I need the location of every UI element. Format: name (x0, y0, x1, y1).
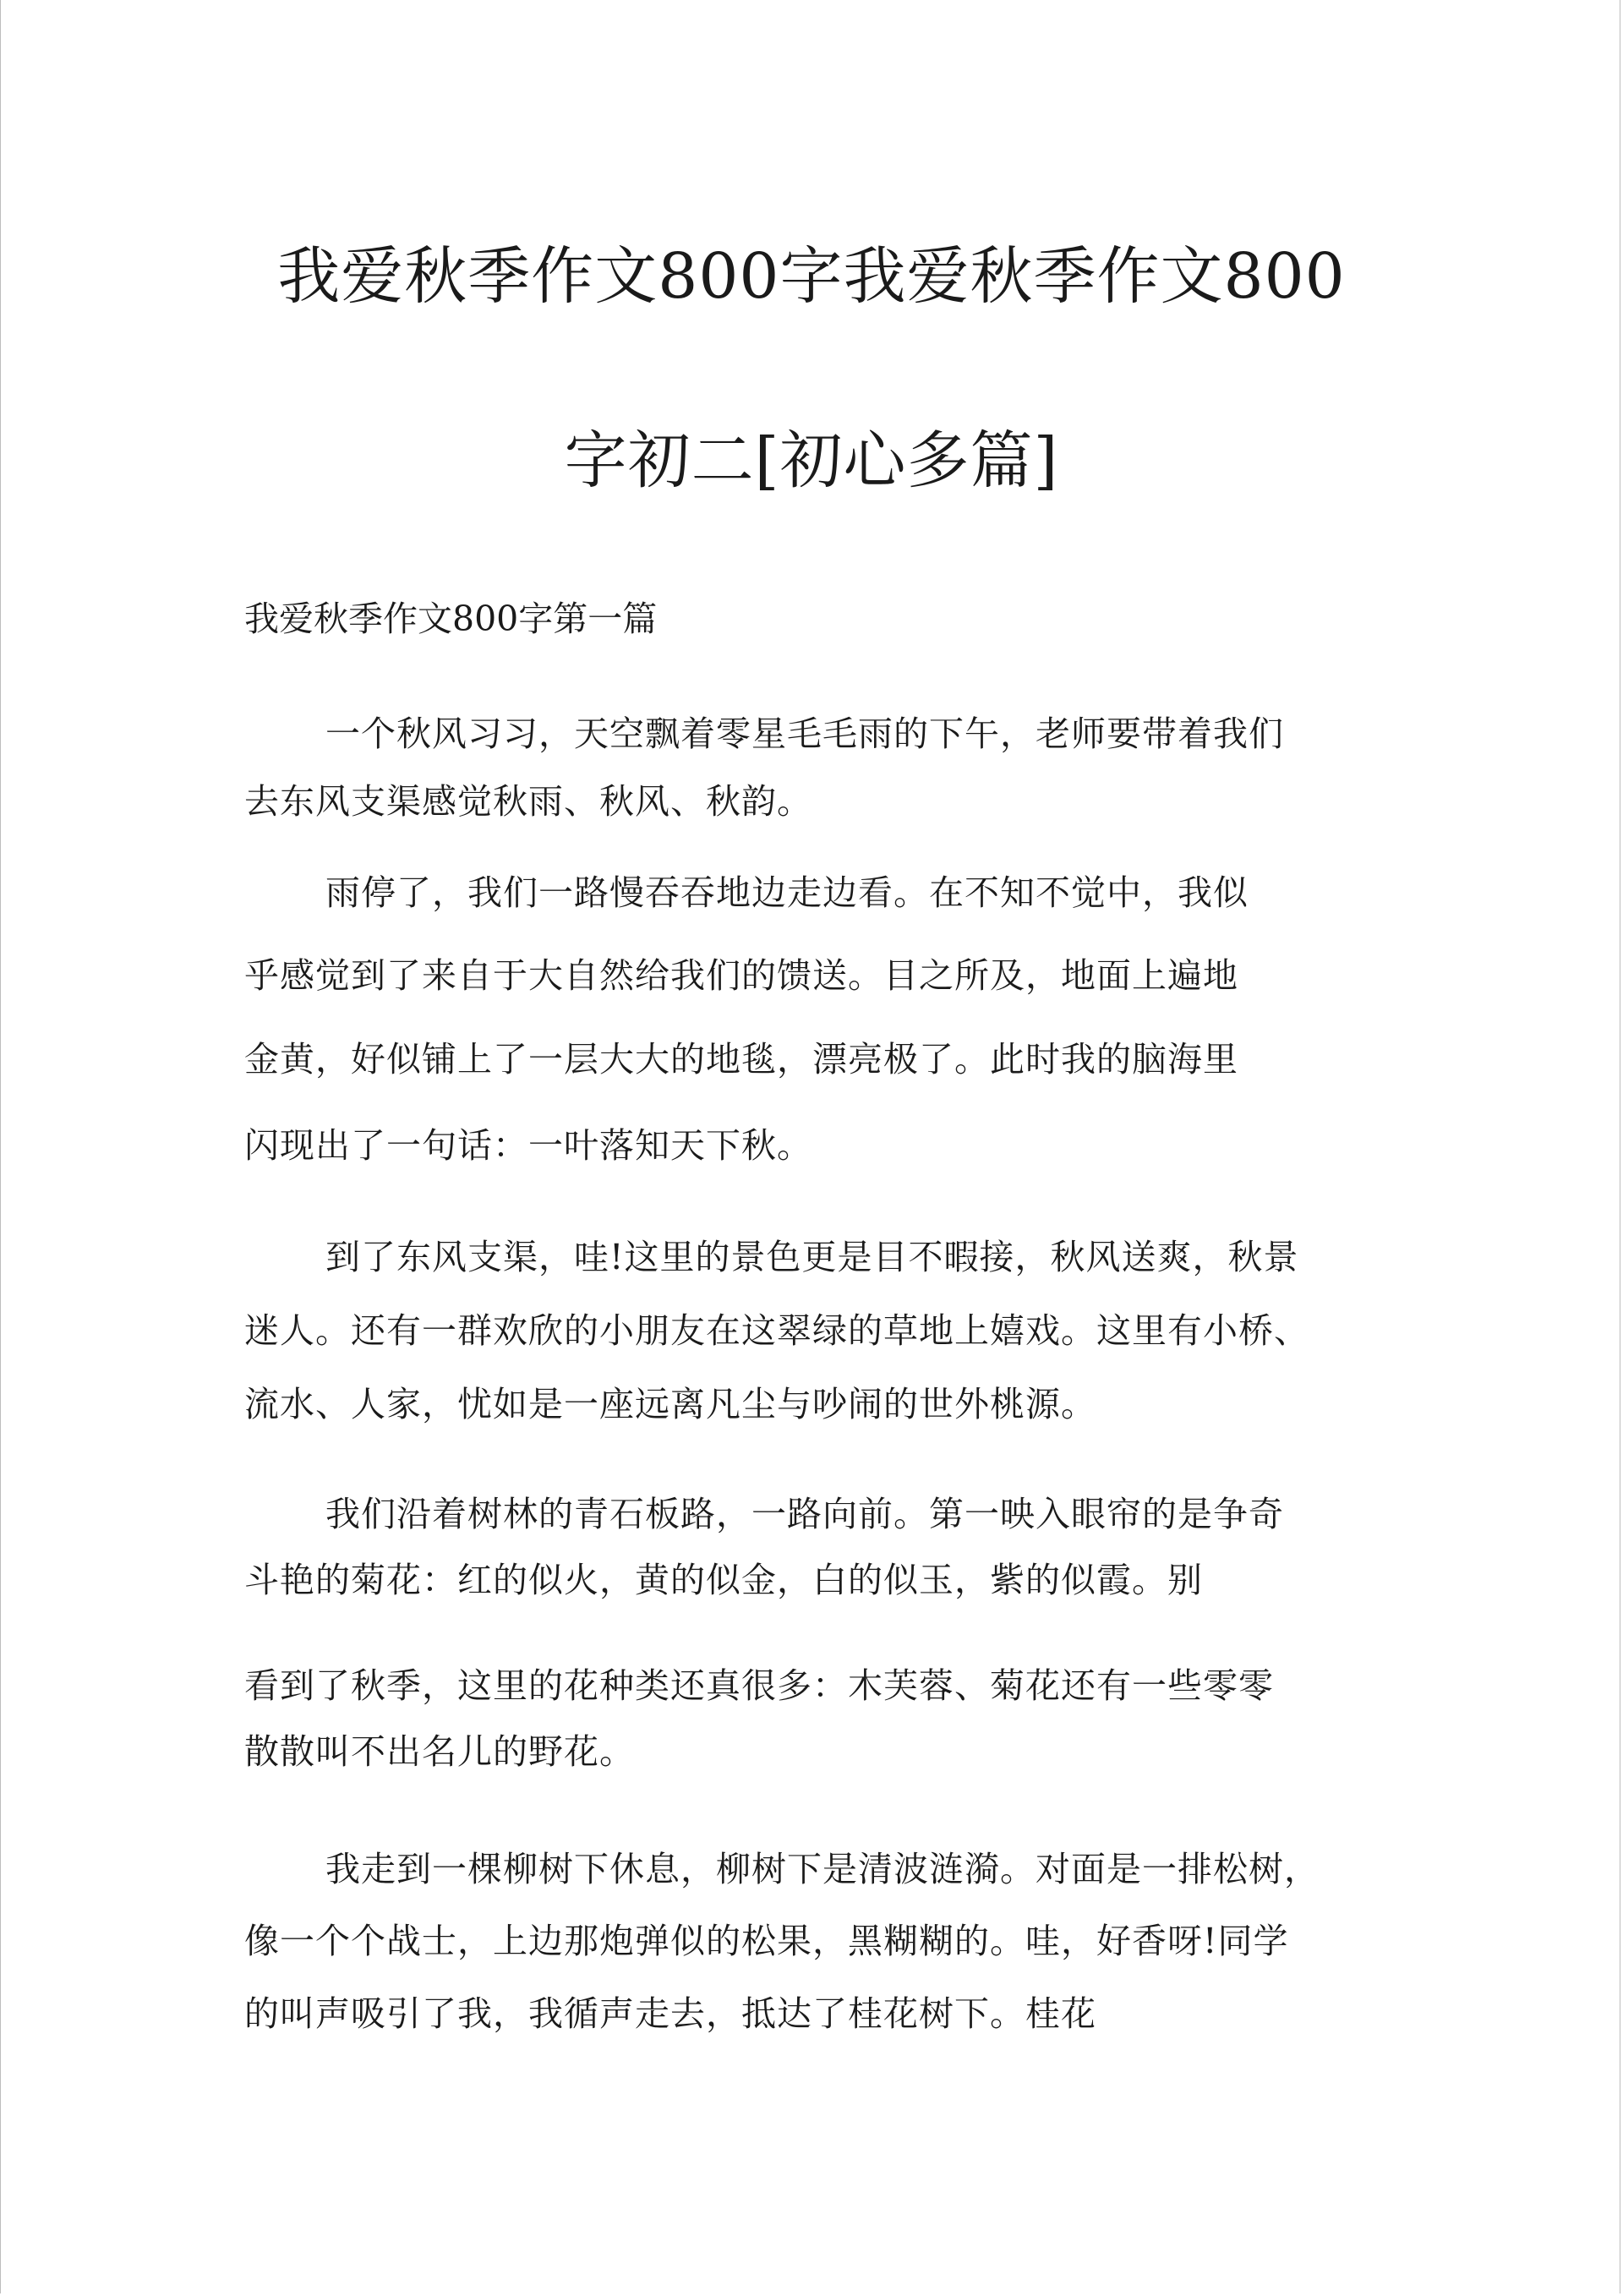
paragraph-line: 金黄，好似铺上了一层大大的地毯，漂亮极了。此时我的脑海里 (244, 1039, 1238, 1080)
paragraph-line: 去东风支渠感觉秋雨、秋风、秋韵。 (244, 781, 812, 822)
paragraph-line: 我们沿着树林的青石板路，一路向前。第一映入眼帘的是争奇 (325, 1494, 1284, 1534)
paragraph-line: 一个秋风习习，天空飘着零星毛毛雨的下午，老师要带着我们 (325, 713, 1284, 754)
paragraph-line: 到了东风支渠，哇!这里的景色更是目不暇接，秋风送爽，秋景 (325, 1237, 1299, 1277)
section-heading: 我爱秋季作文800字第一篇 (244, 599, 658, 639)
document-title-line-2: 字初二[初心多篇] (564, 424, 1059, 497)
paragraph-line: 斗艳的菊花：红的似火，黄的似金，白的似玉，紫的似霞。别 (244, 1560, 1203, 1600)
paragraph-line: 像一个个战士，上边那炮弹似的松果，黑糊糊的。哇，好香呀!同学 (244, 1921, 1289, 1961)
paragraph-line: 雨停了，我们一路慢吞吞地边走边看。在不知不觉中，我似 (325, 872, 1249, 913)
paragraph-line: 流水、人家，忧如是一座远离凡尘与吵闹的世外桃源。 (244, 1384, 1096, 1424)
paragraph-line: 的叫声吸引了我，我循声走去，抵达了桂花树下。桂花 (244, 1993, 1096, 2034)
paragraph-line: 我走到一棵柳树下休息，柳树下是清波涟漪。对面是一排松树， (325, 1849, 1320, 1889)
paragraph-line: 乎感觉到了来自于大自然给我们的馈送。目之所及，地面上遍地 (244, 955, 1238, 996)
paragraph-line: 闪现出了一句话：一叶落知天下秋。 (244, 1125, 812, 1166)
document-title-line-1: 我爱秋季作文800字我爱秋季作文800 (277, 240, 1346, 313)
paragraph-line: 迷人。还有一群欢欣的小朋友在这翠绿的草地上嬉戏。这里有小桥、 (244, 1310, 1309, 1351)
paragraph-line: 散散叫不出名儿的野花。 (244, 1731, 635, 1772)
paragraph-line: 看到了秋季，这里的花种类还真很多：木芙蓉、菊花还有一些零零 (244, 1665, 1274, 1706)
